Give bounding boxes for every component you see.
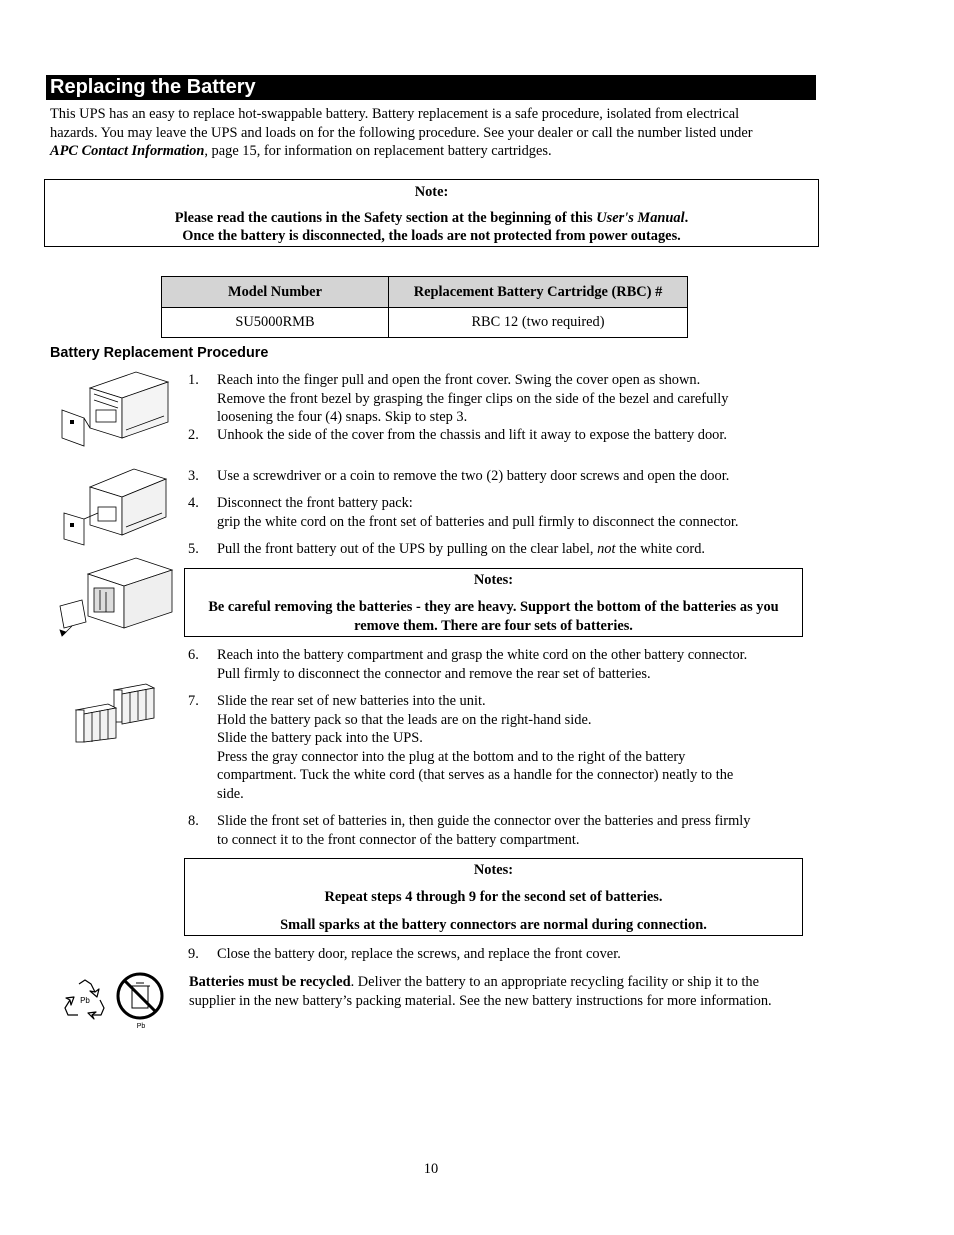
recycle-icon-label: Pb — [80, 996, 90, 1005]
note-heading: Notes: — [473, 862, 514, 878]
step-number: 7. — [188, 693, 199, 709]
step-text: Pull firmly to disconnect the connector and remove the rear set of batteries. — [217, 665, 651, 682]
step-number: 4. — [188, 495, 199, 511]
intro-line: This UPS has an easy to replace hot-swappable battery. Battery replacement is a safe procedure, isolated from electrical — [50, 106, 740, 122]
note-line: Once the battery is disconnected, the loads are not protected from power outages. — [182, 228, 681, 244]
rbc-table — [161, 276, 688, 338]
step-text: Close the battery door, replace the screws, and replace the front cover. — [217, 946, 621, 962]
note-body: Be careful removing the batteries - they are heavy. Support the bottom of the batteries as you remove them. There are four sets of batteries. — [208, 599, 779, 634]
no-trash-bin-icon-label: Pb — [136, 1023, 146, 1030]
no-trash-bin-icon — [114, 970, 166, 1032]
section-title: Replacing the Battery — [46, 75, 816, 100]
users-manual-reference: User's Manual — [596, 210, 685, 226]
battery-door-open-illustration — [60, 465, 170, 547]
step-text: Slide the rear set of new batteries into the unit. — [217, 693, 486, 709]
intro-line-rest: , page 15, for information on replacement battery cartridges. — [204, 143, 552, 159]
step-text: compartment. Tuck the white cord (that serves as a handle for the connector) neatly to the — [217, 767, 734, 783]
step-text: Reach into the finger pull and open the front cover. Swing the cover open as shown. — [217, 372, 701, 388]
step-number: 3. — [188, 468, 199, 484]
step-number: 2. — [188, 427, 199, 443]
note-line: Repeat steps 4 through 9 for the second set of batteries. — [324, 889, 663, 905]
battery-removal-illustration — [56, 556, 176, 642]
safety-note-box — [44, 179, 819, 247]
step-text: grip the white cord on the front set of batteries and pull firmly to disconnect the connector. — [217, 513, 739, 530]
recycle-emphasis: Batteries must be recycled — [189, 974, 351, 990]
step-text: side. — [217, 785, 244, 802]
step-number: 1. — [188, 372, 199, 388]
step-text: Hold the battery pack so that the leads are on the right-hand side. — [217, 711, 592, 728]
step-text-part: the white cord. — [615, 541, 705, 557]
recycle-icon — [62, 978, 108, 1020]
note-heading: Notes: — [473, 572, 514, 588]
table-cell: SU5000RMB — [162, 308, 389, 338]
step-text: to connect it to the front connector of the battery compartment. — [217, 831, 580, 848]
heavy-batteries-note-box — [184, 568, 803, 637]
step-text: Slide the front set of batteries in, then guide the connector over the batteries and press firmly — [217, 813, 751, 829]
step-text: Reach into the battery compartment and grasp the white cord on the other battery connector. — [217, 647, 748, 663]
step-number: 5. — [188, 541, 199, 557]
step-number: 6. — [188, 647, 199, 663]
note-text: Please read the cautions in the Safety section at the beginning of this — [174, 210, 597, 226]
repeat-steps-note-box — [184, 858, 803, 936]
step-number: 9. — [188, 946, 199, 962]
step-text: Remove the front bezel by grasping the finger clips on the side of the bezel and carefully — [217, 390, 729, 407]
apc-contact-reference: APC Contact Information — [50, 143, 205, 159]
page-number: 10 — [423, 1161, 439, 1177]
step-text: Use a screwdriver or a coin to remove the two (2) battery door screws and open the door. — [217, 468, 730, 484]
intro-paragraph — [50, 105, 820, 161]
intro-line: hazards. You may leave the UPS and loads on for the following procedure. See your dealer or call the number listed under — [50, 124, 753, 141]
table-header-row — [162, 277, 688, 308]
note-heading: Note: — [414, 184, 449, 200]
step-text-part: Pull the front battery out of the UPS by pulling on the clear label, — [217, 541, 598, 557]
table-row — [162, 308, 688, 338]
battery-packs-illustration — [74, 682, 158, 744]
note-line — [45, 209, 818, 228]
column-header: Model Number — [162, 277, 389, 308]
intro-line — [50, 142, 820, 161]
ups-cover-open-illustration — [56, 370, 172, 450]
recycle-text: . Deliver the battery to an appropriate recycling facility or ship it to the supplier in the new battery’s packing material. See the new battery instructions for more information. — [189, 974, 772, 1009]
column-header: Replacement Battery Cartridge (RBC) # — [389, 277, 688, 308]
step-text: loosening the four (4) snaps. Skip to step 3. — [217, 409, 468, 425]
step-text — [217, 540, 807, 559]
step-number: 8. — [188, 813, 199, 829]
step-text: Unhook the side of the cover from the chassis and lift it away to expose the battery door. — [217, 427, 727, 443]
note-text: . — [684, 210, 689, 226]
procedure-heading: Battery Replacement Procedure — [50, 345, 269, 361]
table-cell: RBC 12 (two required) — [389, 308, 688, 338]
note-line: Small sparks at the battery connectors are normal during connection. — [280, 917, 707, 933]
recycle-paragraph — [189, 973, 789, 1010]
step-text: Press the gray connector into the plug at the bottom and to the right of the battery — [217, 748, 686, 765]
step-text: Slide the battery pack into the UPS. — [217, 730, 423, 746]
step-text-emphasis: not — [597, 541, 616, 557]
step-text: Disconnect the front battery pack: — [217, 495, 413, 511]
